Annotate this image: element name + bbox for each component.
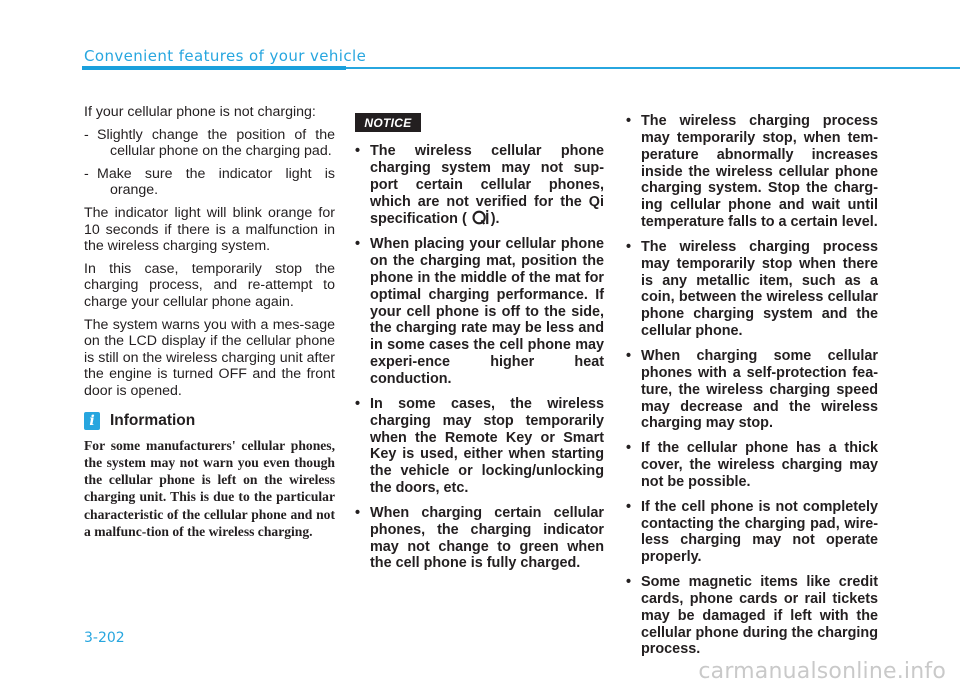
watermark: carmanualsonline.info — [698, 659, 946, 684]
info-icon: i — [84, 412, 100, 430]
dash-item: - Make sure the indicator light is orange. — [84, 165, 335, 199]
intro-text: If your cellular phone is not charging: — [84, 104, 316, 120]
list-item: • The wireless charging process may temporarily stop when there is any metallic item, such as a coin, between the wireless cellular phone charging system and the cellular phone. — [626, 238, 878, 340]
header-rule — [346, 67, 960, 69]
dash-item: - Slightly change the position of the cellular phone on the charging pad. — [84, 126, 335, 160]
list-item: • When charging certain cellular phones, the charging indicator may not change to green when the cell phone is fully charged. — [355, 504, 604, 572]
column-left — [84, 104, 335, 540]
header-rule-accent — [82, 66, 346, 70]
information-text: For some manufacturers' cellular phones, the system may not warn you even though the cellular phone is left on the wireless charging unit. This is due to the particular characteristic of the cellular phone and not a malfunc-tion of the wireless charging. — [84, 437, 335, 539]
page-number: 3-202 — [84, 630, 125, 646]
column-right — [626, 113, 878, 666]
list-item: • If the cell phone is not completely contacting the charging pad, wire-less charging may not operate properly. — [626, 498, 878, 566]
list-item: • When charging some cellular phones with a self-protection fea-ture, the wireless charging speed may decrease and the wireless charging may stop. — [626, 347, 878, 432]
notice-badge: NOTICE — [355, 113, 421, 132]
column-middle — [355, 143, 604, 580]
list-item: • If the cellular phone has a thick cover, the wireless charging may not be possible. — [626, 440, 878, 490]
section-title: Convenient features of your vehicle — [84, 47, 367, 65]
list-item: • Some magnetic items like credit cards, phone cards or rail tickets may be damaged if left with the cellular phone during the charging process. — [626, 574, 878, 658]
information-heading — [84, 412, 335, 430]
list-item: • The wireless cellular phone charging system may not sup-port certain cellular phones, which are not verified for the Qi specification ( ). — [355, 143, 604, 228]
paragraph: The indicator light will blink orange for 10 seconds if there is a malfunction in the wireless charging system. — [84, 204, 335, 255]
paragraph: In this case, temporarily stop the charging process, and re-attempt to charge your cellular phone again. — [84, 260, 335, 310]
list-item: • In some cases, the wireless charging may stop temporarily when the Remote Key or Smart Key is used, either when starting the vehicle or locking/unlocking the doors, etc. — [355, 395, 604, 497]
list-item: • The wireless charging process may temporarily stop, when tem-perature abnormally increases inside the wireless cellular phone charging system. Stop the charg-ing cellular phone and wait until temperature falls to a certain level. — [626, 113, 878, 231]
qi-logo-icon — [471, 210, 491, 225]
information-title: Information — [110, 411, 196, 429]
paragraph: The system warns you with a mes-sage on the LCD display if the cellular phone is still on the wireless charging unit after the engine is turned OFF and the front door is opened. — [84, 316, 335, 399]
list-item: • When placing your cellular phone on the charging mat, position the phone in the middle of the mat for optimal charging performance. If your cell phone is off to the side, the charging rate may be less and in some cases the cell phone may experi-ence higher heat conduction. — [355, 236, 604, 387]
